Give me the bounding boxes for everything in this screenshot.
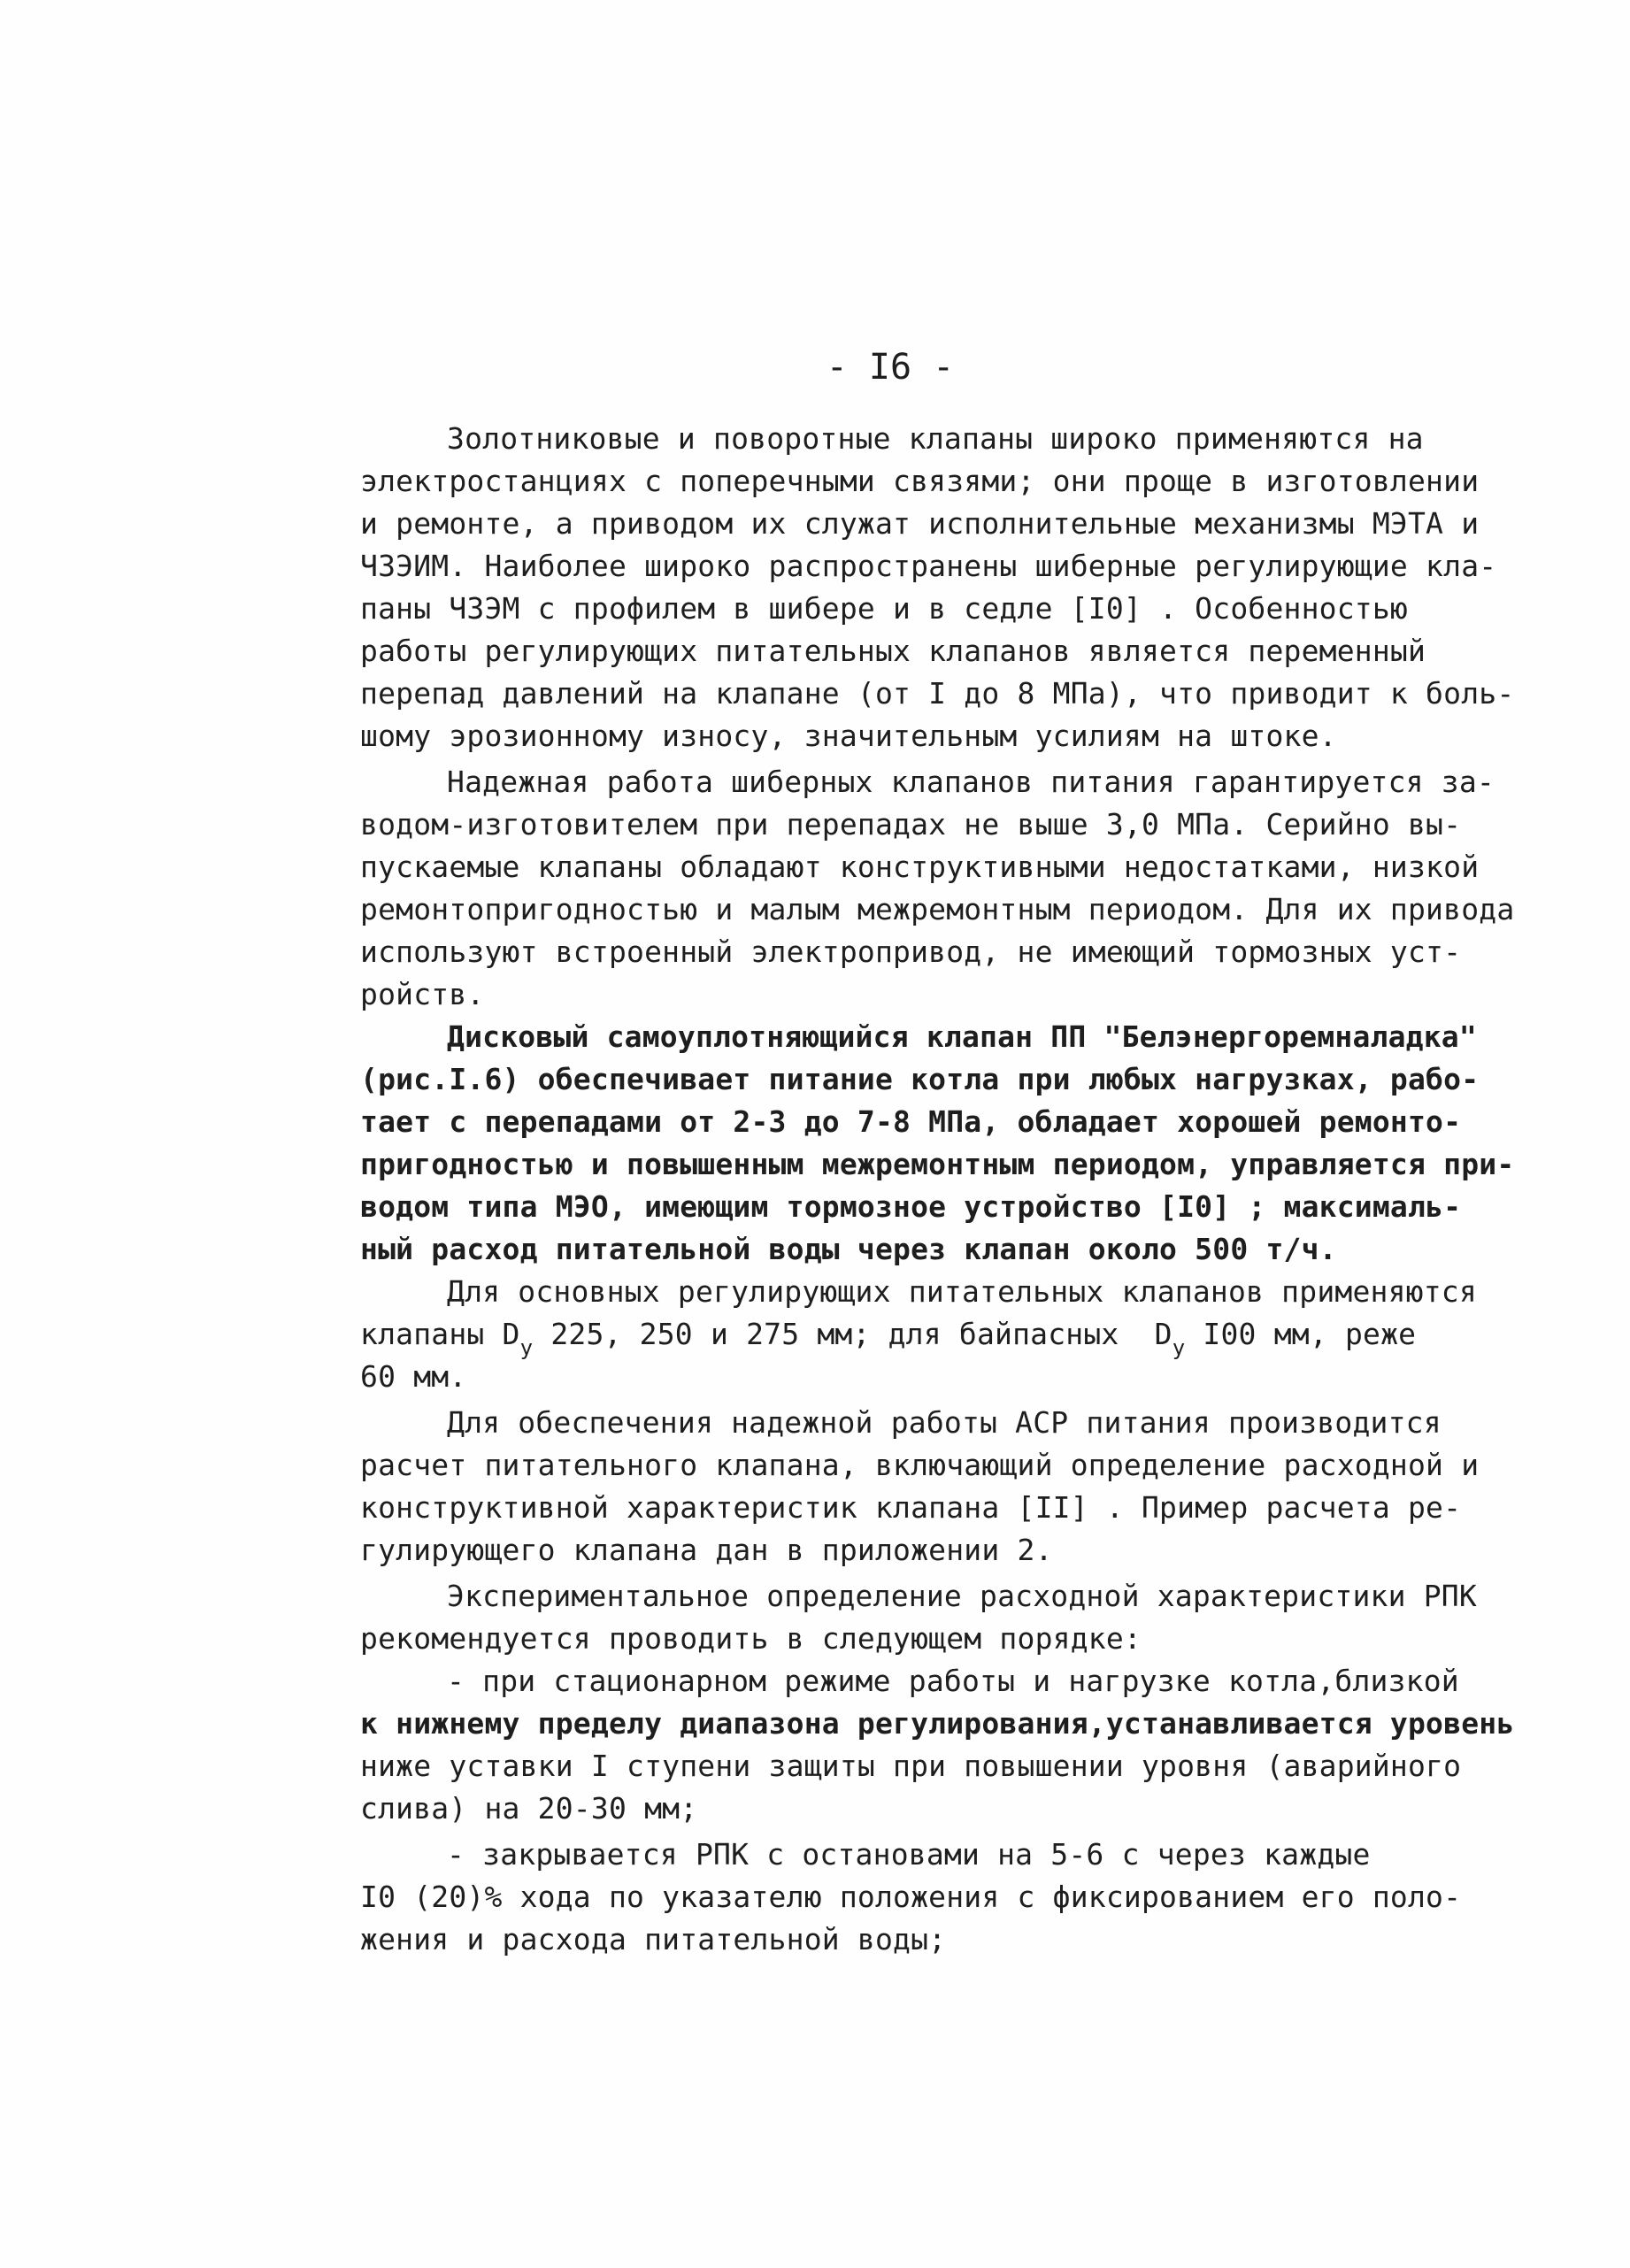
page-number: - I6 - xyxy=(826,347,955,388)
text-line: жения и расхода питательной воды; xyxy=(360,1922,947,1957)
text-line: гулирующего клапана дан в приложении 2. xyxy=(360,1533,1053,1567)
text-line: конструктивной характеристик клапана [II] . Пример расчета ре- xyxy=(360,1490,1462,1525)
text-line: расчет питательного клапана, включающий определение расходной и xyxy=(360,1448,1480,1482)
text-line: перепад давлений на клапане (от I до 8 МПа), что приводит к боль- xyxy=(360,676,1515,711)
text-segment: I00 мм, реже xyxy=(1185,1317,1417,1351)
text-line: паны ЧЗЭМ с профилем в шибере и в седле [I0] . Особенностью xyxy=(360,591,1408,626)
text-line: ройств. xyxy=(360,977,485,1011)
text-line: ЧЗЭИМ. Наиболее широко распространены шиберные регулирующие кла- xyxy=(360,549,1497,583)
text-line: ремонтопригодностью и малым межремонтным периодом. Для их привода xyxy=(360,892,1515,926)
text-line: 60 мм. xyxy=(360,1359,467,1394)
text-line: пригодностью и повышенным межремонтным периодом, управляется при- xyxy=(360,1147,1515,1181)
text-line: рекомендуется проводить в следующем порядке: xyxy=(360,1621,1142,1656)
text-line: и ремонте, а приводом их служат исполнительные механизмы МЭТА и xyxy=(360,506,1480,541)
text-line: Надежная работа шиберных клапанов питания гарантируется за- xyxy=(447,765,1495,799)
text-line: I0 (20)% хода по указателю положения с фиксированием его поло- xyxy=(360,1880,1462,1914)
text-line: пускаемые клапаны обладают конструктивными недостатками, низкой xyxy=(360,850,1480,884)
subscript: y xyxy=(1172,1335,1186,1360)
text-line: водом типа МЭО, имеющим тормозное устройство [I0] ; максималь- xyxy=(360,1189,1462,1224)
text-line: Экспериментальное определение расходной характеристики РПК xyxy=(447,1579,1477,1613)
text-line: электростанциях с поперечными связями; они проще в изготовлении xyxy=(360,464,1480,498)
text-line: - при стационарном режиме работы и нагрузке котла,близкой xyxy=(447,1664,1459,1698)
text-line: шому эрозионному износу, значительным усилиям на штоке. xyxy=(360,719,1337,753)
text-line: работы регулирующих питательных клапанов является переменный xyxy=(360,634,1426,668)
text-line: Для обеспечения надежной работы АСР питания производится xyxy=(447,1405,1442,1440)
text-line: слива) на 20-30 мм; xyxy=(360,1791,698,1826)
text-line: - закрывается РПК с остановами на 5-6 с через каждые xyxy=(447,1837,1371,1872)
subscript: y xyxy=(519,1335,534,1360)
text-line-with-subscript xyxy=(360,1317,1417,1360)
text-line: Для основных регулирующих питательных клапанов применяются xyxy=(447,1274,1477,1309)
text-segment: 225, 250 и 275 мм; для байпасных D xyxy=(533,1317,1173,1351)
text-line: водом-изготовителем при перепадах не выше 3,0 МПа. Серийно вы- xyxy=(360,807,1462,842)
text-line: ный расход питательной воды через клапан около 500 т/ч. xyxy=(360,1232,1337,1266)
text-line: ниже уставки I ступени защиты при повышении уровня (аварийного xyxy=(360,1749,1462,1783)
text-line: тает с перепадами от 2-3 до 7-8 МПа, обладает хорошей ремонто- xyxy=(360,1104,1462,1139)
text-line: (рис.I.6) обеспечивает питание котла при любых нагрузках, рабо- xyxy=(360,1062,1480,1096)
text-line: к нижнему пределу диапазона регулирования,устанавливается уровень xyxy=(360,1706,1515,1741)
text-line: используют встроенный электропривод, не имеющий тормозных уст- xyxy=(360,934,1462,969)
text-segment: клапаны D xyxy=(360,1317,520,1351)
text-line: Дисковый самоуплотняющийся клапан ПП "Белэнергоремналадка" xyxy=(447,1019,1477,1054)
text-line: Золотниковые и поворотные клапаны широко применяются на xyxy=(447,421,1424,456)
